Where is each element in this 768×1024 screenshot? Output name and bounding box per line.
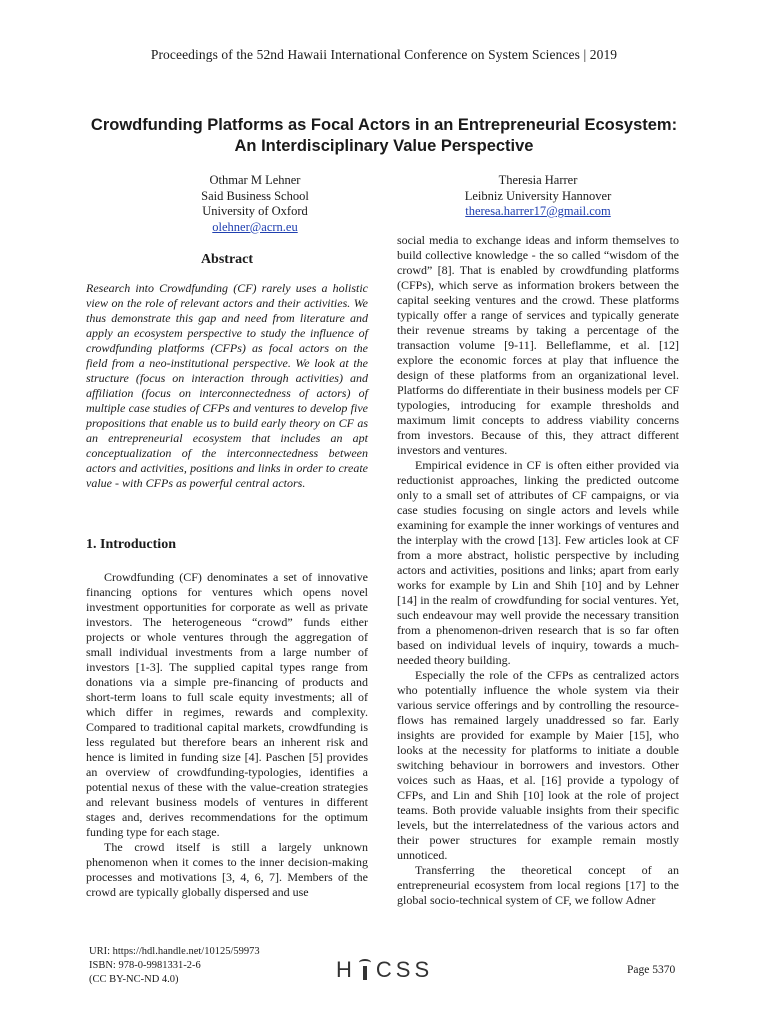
author-email-link[interactable]: theresa.harrer17@gmail.com [465,204,611,218]
paper-title [60,115,708,157]
author-affiliation: Said Business School [201,188,309,203]
paper-title-line-2: An Interdisciplinary Value Perspective [234,137,534,155]
footer-uri[interactable]: URI: https://hdl.handle.net/10125/59973 [89,946,260,957]
proceedings-header: Proceedings of the 52nd Hawaii International Conference on System Sciences | 2019 [150,47,618,62]
footer-metadata [89,945,260,987]
paragraph: Crowdfunding (CF) denominates a set of innovative financing options for ventures which opens novel investment opportunities for corporate as well as private investors. The heterogeneous “crowd” funds either projects or whole ventures through the aggregation of small individual investments from a large number of investors [1-3]. The supplied capital types range from donations via a simple pre-financing of products and short-term loans to full scale equity investments; all of which differ in regimes, rewards and complexity. Compared to traditional capital markets, crowdfunding is less regulated but therefore bears an inherent risk and hence is limited in funding size [4]. Paschen [5] provides an overview of crowdfunding-typologies, identifies a potential nexus of these with the value-creation strategies and relevant business models of ventures in different stages and, derives recommendations for the optimum funding type for each stage. [86,570,368,839]
author-name: Othmar M Lehner [209,173,301,187]
footer-license: (CC BY-NC-ND 4.0) [89,974,179,985]
paragraph: Transferring the theoretical concept of an entrepreneurial ecosystem from local regions [17] to the global socio-technical system of CF, we follow Adner [397,863,679,907]
abstract-heading: Abstract [200,252,254,267]
author-block-1 [130,173,380,235]
right-column-body [397,233,679,908]
paper-title-line-1: Crowdfunding Platforms as Focal Actors in an Entrepreneurial Ecosystem: [90,116,678,134]
introduction-heading: 1. Introduction [86,537,176,552]
hicss-logo-icon [359,959,373,981]
paragraph: social media to exchange ideas and inform themselves to build collective knowledge - the so called “wisdom of the crowd” [8]. That is enabled by crowdfunding platforms (CFPs), which serve as information brokers between the capital seeking ventures and the crowd. These platforms typically offer a range of services and typically generate their revenue streams by taking a percentage of the transaction volume [9-11]. Belleflamme, et al. [12] explore the economic forces at play that influence the design of these platforms from an organizational level. Platforms do differentiate in their business models per CF typologies, introducing for example thresholds and maximum limit concepts to address viability concerns from investors. Because of this, they attract different investors and ventures. [397,233,679,457]
page-number: Page 5370 [627,964,676,976]
author-affiliation: Leibniz University Hannover [464,188,612,203]
hicss-logo [336,957,433,983]
introduction-body [86,570,368,900]
paragraph: Empirical evidence in CF is often either provided via reductionist approaches, linking the predicted outcome only to a small set of attributes of CF campaigns, or via case studies focusing on single actors and levels while examining for example the inner workings of ventures and the interplay with the crowd [13]. Few articles look at CF from a more abstract, holistic perspective by including actors and activities, positions and links; apart from early works for example by Lin and Shih [10] and by Lehner [14] in the realm of crowdfunding for social ventures. Yet, such endeavour may well provide the necessary transition from a phenomenon-driven research that is so far often based on individual levels of inquiry, towards a much-needed theory building. [397,458,679,667]
author-affiliation: University of Oxford [202,204,308,218]
paragraph: The crowd itself is still a largely unknown phenomenon when it comes to the inner decision-making processes and motivations [3, 4, 6, 7]. Members of the crowd are typically globally dispersed and use [86,840,368,899]
paragraph: Especially the role of the CFPs as centralized actors who potentially influence the whole system via their various service offerings and by controlling the resource-flows has remained largely unaddressed so far. Early insights are provided for example by Maier [15], who looks at the necessity for platforms to initiate a double switching behaviour in borrowers and investors. Other voices such as Haas, et al. [16] provide a typology of CFPs, and Lin and Shih [10] look at the role of project teams. Both provide valuable insights from their specific levels, but the interrelatedness of the various actors and their power structures for example remain mostly unnoticed. [397,668,679,862]
abstract-text: Research into Crowdfunding (CF) rarely uses a holistic view on the role of relevant actors and their activities. We thus demonstrate this gap and need from literature and apply an ecosystem perspective to study the influence of crowdfunding platforms (CFPs) as focal actors on the field from a neo-institutional perspective. We look at the structure (focus on interaction through activities) and affiliation (focus on interconnectedness of actors) of multiple case studies of CFPs and ventures to develop five propositions that enable us to build early theory on CF as an entrepreneurial ecosystem that includes an apt conceptualization of the interconnectedness between actors and activities, positions and links in order to create value - with CFPs as powerful central actors. [86,281,368,490]
author-email-link[interactable]: olehner@acrn.eu [212,219,298,234]
logo-letter-h: H [336,957,356,982]
author-name: Theresia Harrer [498,173,578,187]
author-block-2 [413,173,663,220]
footer-isbn: ISBN: 978-0-9981331-2-6 [89,960,201,971]
logo-letters-css: CSS [375,957,434,982]
